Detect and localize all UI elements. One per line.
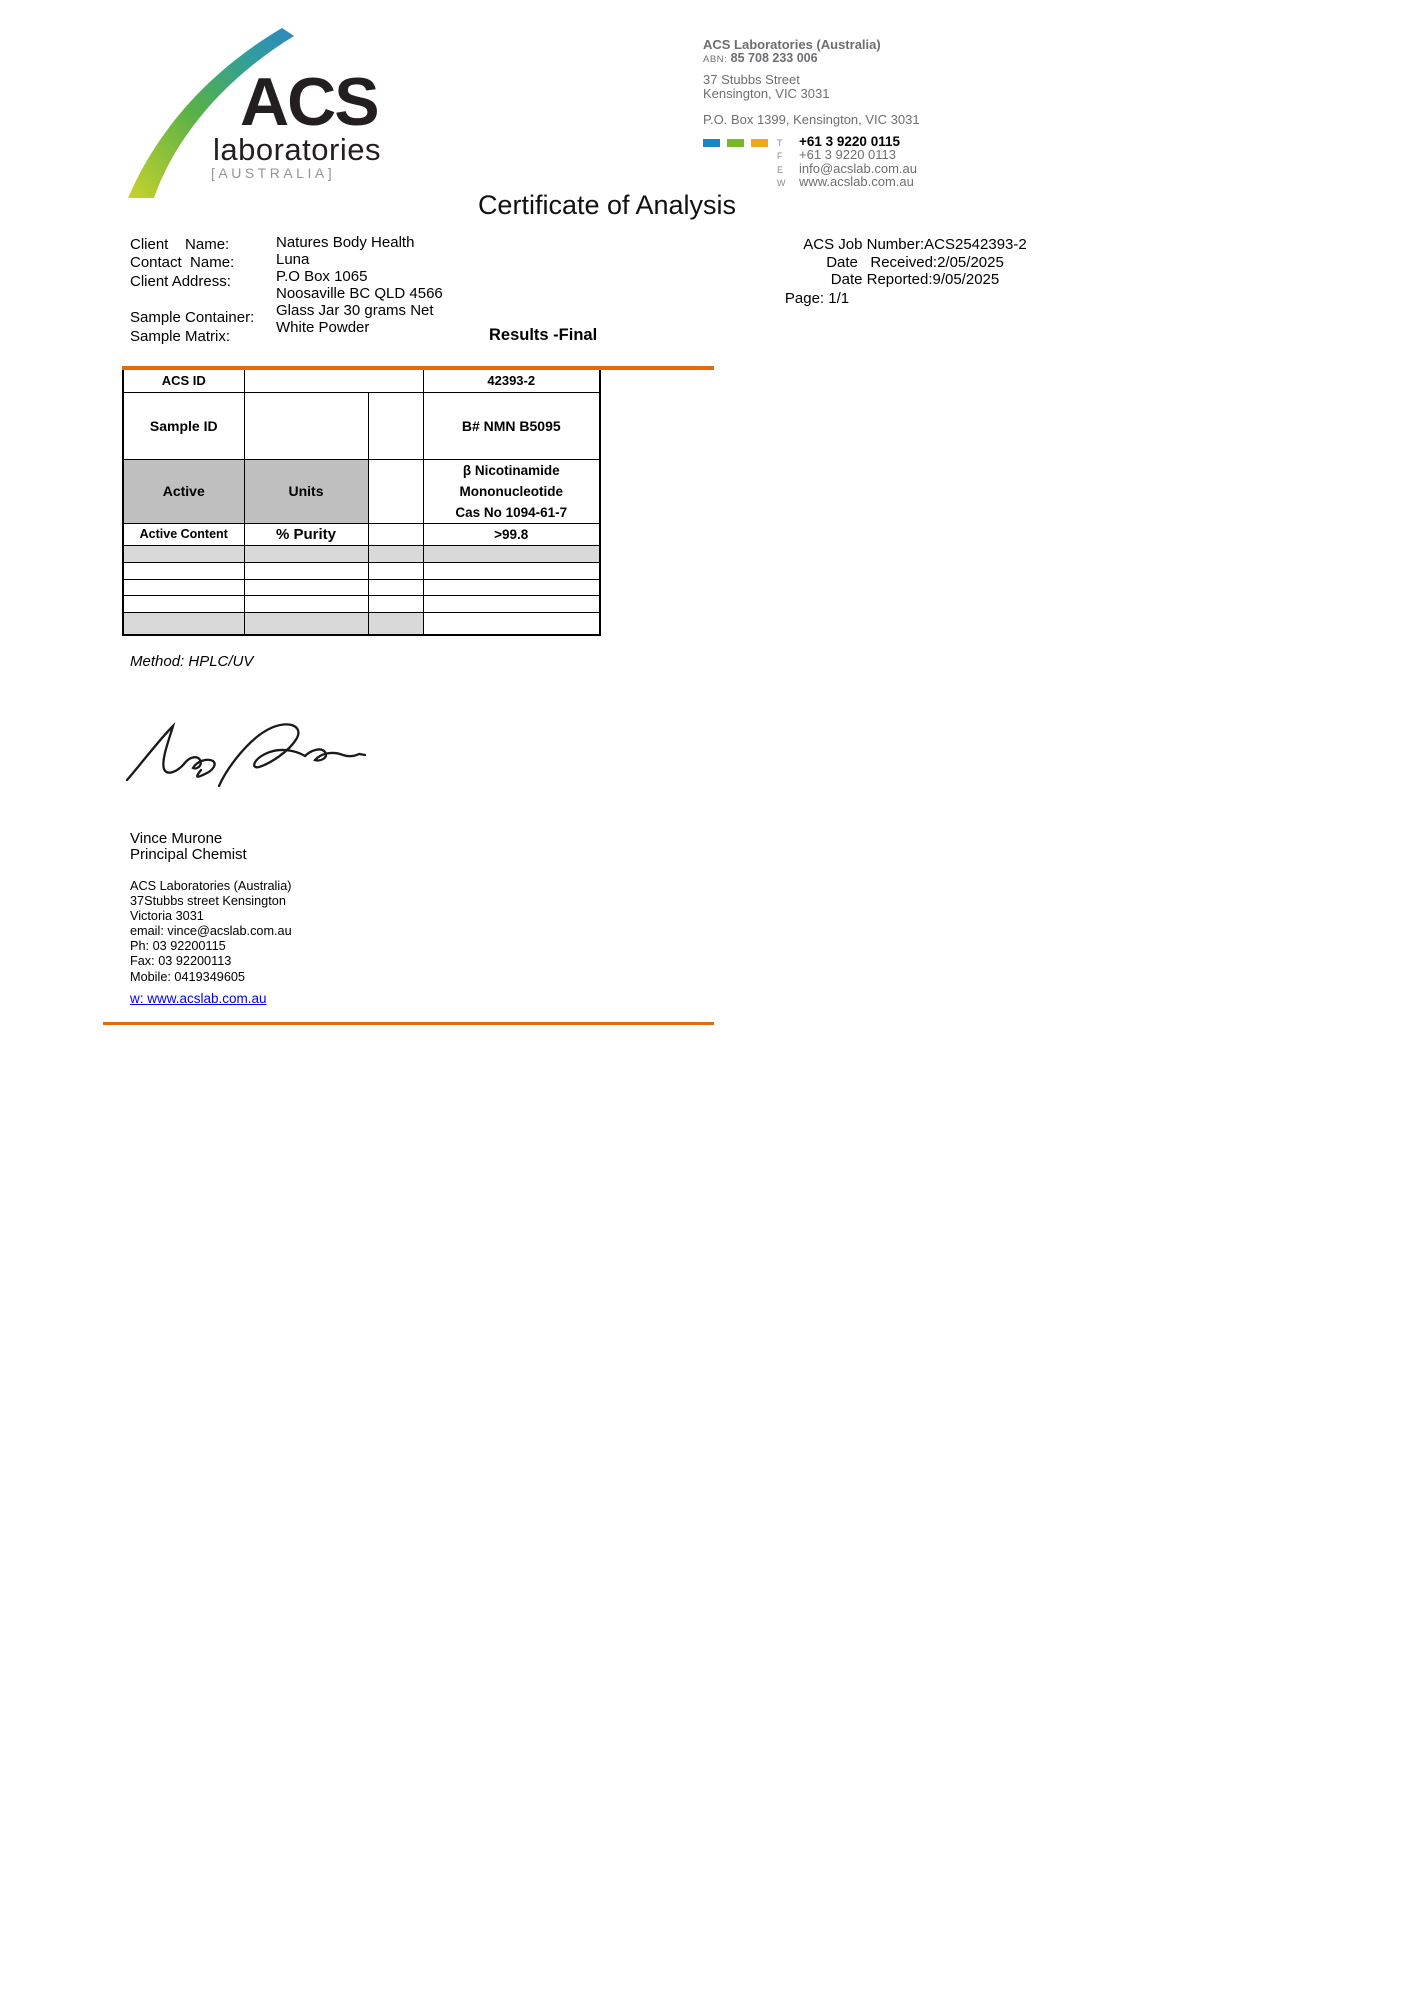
empty-cell xyxy=(368,562,423,579)
signatory-name: Vince Murone xyxy=(130,830,223,847)
acs-id-label-cell: ACS ID xyxy=(123,370,244,392)
footer-phone: Ph: 03 92200115 xyxy=(130,939,226,954)
results-table xyxy=(122,370,601,636)
abn-value: 85 708 233 006 xyxy=(730,51,818,65)
empty-cell xyxy=(368,579,423,595)
empty-cell xyxy=(368,545,423,562)
email-row xyxy=(777,161,917,174)
letterhead-abn xyxy=(703,51,818,65)
acs-id-value-cell: 42393-2 xyxy=(423,370,600,392)
logo-australia-text: [AUSTRALIA] xyxy=(211,165,336,181)
email-label: E xyxy=(777,164,784,175)
footer-address1: 37Stubbs street Kensington xyxy=(130,894,286,909)
analyte-header-cell xyxy=(423,459,600,523)
table-row xyxy=(123,545,600,562)
abn-label: ABN: xyxy=(703,54,728,65)
result-value-cell: >99.8 xyxy=(423,523,600,545)
blue-bar-icon xyxy=(703,139,720,147)
fax-value: +61 3 9220 0113 xyxy=(799,147,896,163)
client-address-line1: P.O Box 1065 xyxy=(276,267,368,285)
empty-cell xyxy=(244,612,368,635)
table-row xyxy=(123,459,600,523)
units-header-cell: Units xyxy=(244,459,368,523)
letterhead-pobox: P.O. Box 1399, Kensington, VIC 3031 xyxy=(703,112,920,127)
sample-container-value: Glass Jar 30 grams Net xyxy=(276,301,434,319)
web-label: W xyxy=(777,178,786,189)
footer-mobile: Mobile: 0419349605 xyxy=(130,969,245,984)
web-value: www.acslab.com.au xyxy=(799,174,914,190)
footer-address2: Victoria 3031 xyxy=(130,909,204,924)
units-value-cell: % Purity xyxy=(244,523,368,545)
empty-cell xyxy=(123,595,244,612)
footer-company: ACS Laboratories (Australia) xyxy=(130,879,292,893)
empty-cell xyxy=(368,612,423,635)
yellow-bar-icon xyxy=(751,139,768,147)
empty-cell xyxy=(123,612,244,635)
active-content-label-cell: Active Content xyxy=(123,523,244,545)
active-header-cell: Active xyxy=(123,459,244,523)
table-row xyxy=(123,523,600,545)
sample-id-label-cell: Sample ID xyxy=(123,392,244,459)
table-row xyxy=(123,595,600,612)
sample-container-label: Sample Container: xyxy=(130,309,255,327)
sample-matrix-value: White Powder xyxy=(276,318,370,336)
table-row xyxy=(123,562,600,579)
letterhead-contact-rows xyxy=(777,134,917,188)
email-value: info@acslab.com.au xyxy=(799,160,917,176)
footer-email: email: vince@acslab.com.au xyxy=(130,924,292,939)
empty-cell xyxy=(244,595,368,612)
analyte-line: β Nicotinamide xyxy=(462,462,560,478)
spacer xyxy=(130,291,254,310)
logo-laboratories-text: laboratories xyxy=(213,132,381,167)
date-reported: Date Reported:9/05/2025 xyxy=(830,271,1000,289)
page-number: Page: 1/1 xyxy=(784,289,850,307)
empty-cell xyxy=(368,459,423,523)
sample-matrix-label: Sample Matrix: xyxy=(130,327,231,345)
footer-website-link[interactable]: w: www.acslab.com.au xyxy=(130,991,267,1006)
empty-cell xyxy=(244,579,368,595)
phone-value: +61 3 9220 0115 xyxy=(799,134,900,149)
empty-cell xyxy=(423,562,600,579)
date-received: Date Received:2/05/2025 xyxy=(826,253,1004,271)
letterhead-street: 37 Stubbs Street xyxy=(703,72,800,87)
empty-cell xyxy=(368,523,423,545)
table-row xyxy=(123,579,600,595)
phone-label: T xyxy=(777,138,783,148)
analyte-line: Mononucleotide xyxy=(459,483,563,499)
fax-label: F xyxy=(777,151,783,162)
contact-name-value: Luna xyxy=(276,250,310,268)
client-address-line2: Noosaville BC QLD 4566 xyxy=(276,284,443,302)
client-info-values xyxy=(276,235,443,336)
empty-cell xyxy=(123,562,244,579)
empty-cell xyxy=(423,579,600,595)
empty-cell xyxy=(423,612,600,635)
client-info-labels xyxy=(130,236,254,346)
signatory-title: Principal Chemist xyxy=(130,846,247,863)
bottom-orange-rule xyxy=(103,1022,714,1025)
client-address-label: Client Address: xyxy=(130,272,231,290)
client-name-label: Client Name: xyxy=(130,236,230,253)
letterhead-suburb: Kensington, VIC 3031 xyxy=(703,86,830,101)
table-row xyxy=(123,392,600,459)
analyte-line: Cas No 1094-61-7 xyxy=(455,504,568,520)
method-note: Method: HPLC/UV xyxy=(130,653,254,670)
empty-cell xyxy=(123,579,244,595)
empty-cell xyxy=(368,392,423,459)
footer-contact-block xyxy=(130,879,292,985)
empty-cell xyxy=(244,545,368,562)
job-meta xyxy=(700,236,1130,307)
fax-row xyxy=(777,147,917,163)
green-bar-icon xyxy=(727,139,744,147)
letterhead-company: ACS Laboratories (Australia) xyxy=(703,37,881,52)
empty-cell xyxy=(244,562,368,579)
results-heading: Results -Final xyxy=(489,326,598,344)
client-name-value: Natures Body Health xyxy=(276,234,415,251)
letterhead-color-bars xyxy=(703,139,775,154)
phone-row xyxy=(777,134,917,147)
empty-cell xyxy=(244,370,423,392)
empty-cell xyxy=(423,595,600,612)
job-number: ACS Job Number:ACS2542393-2 xyxy=(803,236,1027,253)
empty-cell xyxy=(123,545,244,562)
empty-cell xyxy=(368,595,423,612)
empty-cell xyxy=(244,392,368,459)
web-row xyxy=(777,174,917,190)
logo-acs-text: ACS xyxy=(240,64,378,140)
empty-cell xyxy=(423,545,600,562)
signature-image xyxy=(123,712,373,797)
footer-fax: Fax: 03 92200113 xyxy=(130,954,232,969)
sample-id-value-cell: B# NMN B5095 xyxy=(423,392,600,459)
page-title: Certificate of Analysis xyxy=(477,190,737,220)
table-row xyxy=(123,370,600,392)
contact-name-label: Contact Name: xyxy=(130,254,235,272)
table-row xyxy=(123,612,600,635)
